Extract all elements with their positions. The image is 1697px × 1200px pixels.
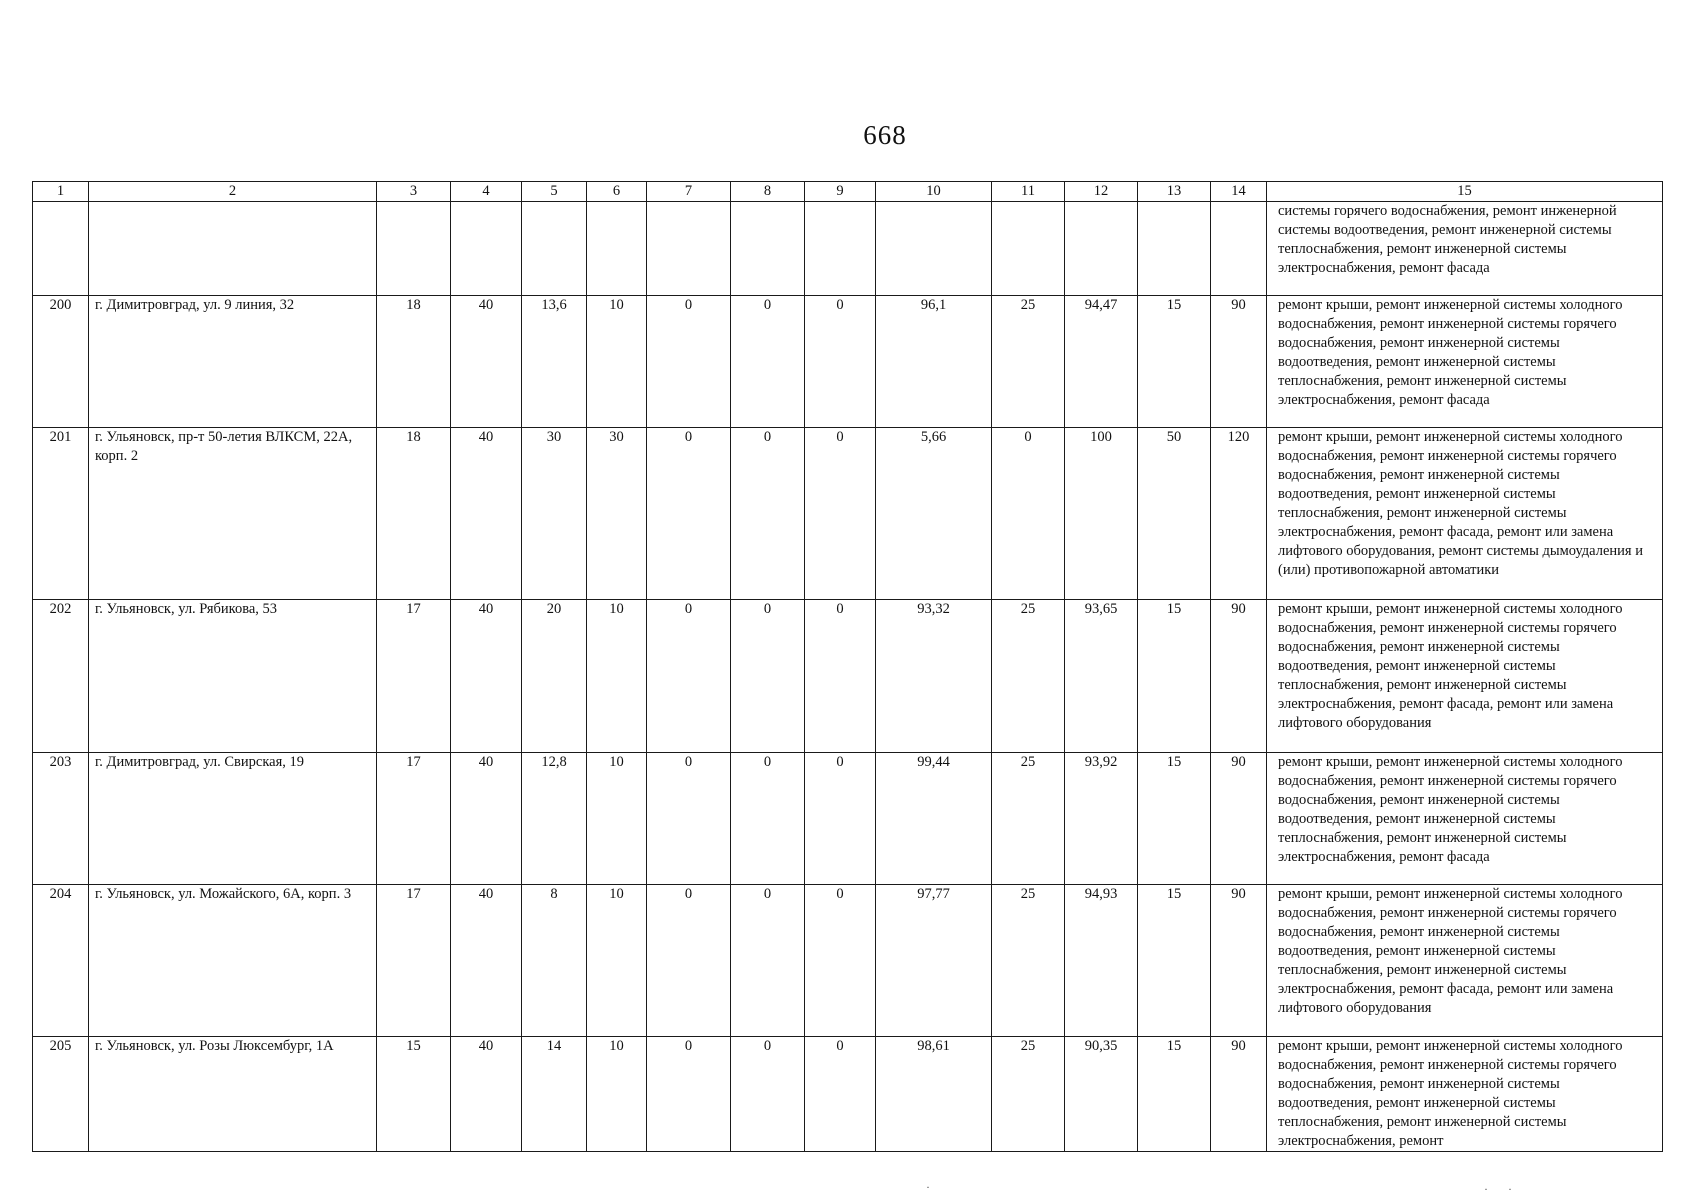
address-cell: г. Ульяновск, ул. Рябикова, 53 — [89, 600, 377, 753]
value-cell: 40 — [451, 600, 522, 753]
row-number: 202 — [33, 600, 89, 753]
table-row — [33, 1037, 1663, 1152]
scan-speck: · — [1508, 1182, 1512, 1196]
header-cell: 4 — [451, 182, 522, 202]
header-cell: 12 — [1065, 182, 1138, 202]
scan-speck: · — [1484, 1182, 1488, 1196]
value-cell: 40 — [451, 428, 522, 600]
value-cell: 50 — [1138, 428, 1211, 600]
header-cell: 8 — [731, 182, 805, 202]
row-number: 203 — [33, 753, 89, 885]
value-cell: 5,66 — [876, 428, 992, 600]
header-cell: 14 — [1211, 182, 1267, 202]
value-cell: 40 — [451, 753, 522, 885]
value-cell: 90 — [1211, 1037, 1267, 1152]
value-cell: 0 — [731, 753, 805, 885]
value-cell: 90 — [1211, 885, 1267, 1037]
value-cell: 0 — [647, 1037, 731, 1152]
value-cell: 40 — [451, 885, 522, 1037]
value-cell: 25 — [992, 296, 1065, 428]
table-row — [33, 753, 1663, 885]
value-cell: 0 — [731, 885, 805, 1037]
value-cell: 15 — [1138, 753, 1211, 885]
value-cell: 17 — [377, 753, 451, 885]
value-cell: 25 — [992, 1037, 1065, 1152]
header-cell: 9 — [805, 182, 876, 202]
row-number: 200 — [33, 296, 89, 428]
value-cell: 93,92 — [1065, 753, 1138, 885]
works-cell: ремонт крыши, ремонт инженерной системы холодного водоснабжения, ремонт инженерной системы горячего водоснабжения, ремонт инженерной системы водоотведения, ремонт инженерной системы теплоснабжения, ремонт инженерной системы электроснабжения, ремонт фасада — [1267, 296, 1663, 428]
value-cell: 0 — [805, 753, 876, 885]
continuation-row — [33, 202, 1663, 296]
value-cell: 120 — [1211, 428, 1267, 600]
value-cell: 10 — [587, 885, 647, 1037]
value-cell: 40 — [451, 296, 522, 428]
row-number: 205 — [33, 1037, 89, 1152]
value-cell: 90 — [1211, 296, 1267, 428]
table-row — [33, 296, 1663, 428]
value-cell: 15 — [1138, 1037, 1211, 1152]
value-cell: 93,32 — [876, 600, 992, 753]
works-cell: ремонт крыши, ремонт инженерной системы холодного водоснабжения, ремонт инженерной системы горячего водоснабжения, ремонт инженерной системы водоотведения, ремонт инженерной системы теплоснабжения, ремонт инженерной системы электроснабжения, ремонт фасада, ремонт или замена лифтового оборудования — [1267, 600, 1663, 753]
repair-table — [32, 181, 1663, 1152]
value-cell: 8 — [522, 885, 587, 1037]
value-cell: 25 — [992, 600, 1065, 753]
value-cell: 15 — [1138, 296, 1211, 428]
value-cell: 96,1 — [876, 296, 992, 428]
value-cell: 30 — [522, 428, 587, 600]
value-cell: 0 — [731, 600, 805, 753]
header-cell: 6 — [587, 182, 647, 202]
address-cell: г. Ульяновск, ул. Можайского, 6А, корп. 3 — [89, 885, 377, 1037]
value-cell: 0 — [647, 428, 731, 600]
value-cell: 0 — [805, 1037, 876, 1152]
header-cell: 10 — [876, 182, 992, 202]
address-cell: г. Ульяновск, пр-т 50-летия ВЛКСМ, 22А, корп. 2 — [89, 428, 377, 600]
value-cell: 18 — [377, 428, 451, 600]
scan-speck: · — [926, 1180, 930, 1194]
row-number: 204 — [33, 885, 89, 1037]
value-cell: 10 — [587, 296, 647, 428]
value-cell: 90,35 — [1065, 1037, 1138, 1152]
value-cell: 25 — [992, 753, 1065, 885]
value-cell: 0 — [805, 600, 876, 753]
value-cell: 15 — [1138, 600, 1211, 753]
value-cell: 93,65 — [1065, 600, 1138, 753]
value-cell: 97,77 — [876, 885, 992, 1037]
value-cell: 14 — [522, 1037, 587, 1152]
value-cell: 0 — [647, 296, 731, 428]
value-cell: 90 — [1211, 753, 1267, 885]
value-cell: 94,47 — [1065, 296, 1138, 428]
value-cell: 90 — [1211, 600, 1267, 753]
value-cell: 17 — [377, 600, 451, 753]
value-cell: 99,44 — [876, 753, 992, 885]
value-cell: 0 — [647, 600, 731, 753]
value-cell: 17 — [377, 885, 451, 1037]
page-number: 668 — [863, 120, 907, 150]
table-row — [33, 600, 1663, 753]
works-cell: ремонт крыши, ремонт инженерной системы холодного водоснабжения, ремонт инженерной системы горячего водоснабжения, ремонт инженерной системы водоотведения, ремонт инженерной системы теплоснабжения, ремонт инженерной системы электроснабжения, ремонт фасада — [1267, 753, 1663, 885]
row-number: 201 — [33, 428, 89, 600]
value-cell: 0 — [731, 296, 805, 428]
table-row — [33, 885, 1663, 1037]
value-cell: 10 — [587, 753, 647, 885]
works-cell: системы горячего водоснабжения, ремонт инженерной системы водоотведения, ремонт инженерной системы теплоснабжения, ремонт инженерной системы электроснабжения, ремонт фасада — [1267, 202, 1663, 296]
header-cell: 7 — [647, 182, 731, 202]
value-cell: 30 — [587, 428, 647, 600]
value-cell: 0 — [805, 885, 876, 1037]
value-cell: 0 — [647, 885, 731, 1037]
value-cell: 98,61 — [876, 1037, 992, 1152]
table-row — [33, 428, 1663, 600]
value-cell: 12,8 — [522, 753, 587, 885]
value-cell: 100 — [1065, 428, 1138, 600]
value-cell: 20 — [522, 600, 587, 753]
address-cell: г. Димитровград, ул. Свирская, 19 — [89, 753, 377, 885]
value-cell: 40 — [451, 1037, 522, 1152]
header-cell: 3 — [377, 182, 451, 202]
value-cell: 94,93 — [1065, 885, 1138, 1037]
works-cell: ремонт крыши, ремонт инженерной системы холодного водоснабжения, ремонт инженерной системы горячего водоснабжения, ремонт инженерной системы водоотведения, ремонт инженерной системы теплоснабжения, ремонт инженерной системы электроснабжения, ремонт фасада, ремонт или замена лифтового оборудования, ремонт системы дымоудаления и (или) противопожарной автоматики — [1267, 428, 1663, 600]
value-cell: 0 — [731, 428, 805, 600]
value-cell: 10 — [587, 600, 647, 753]
value-cell: 15 — [1138, 885, 1211, 1037]
header-cell: 2 — [89, 182, 377, 202]
header-cell: 11 — [992, 182, 1065, 202]
header-cell: 13 — [1138, 182, 1211, 202]
value-cell: 0 — [805, 428, 876, 600]
value-cell: 15 — [377, 1037, 451, 1152]
value-cell: 0 — [805, 296, 876, 428]
header-cell: 15 — [1267, 182, 1663, 202]
value-cell: 18 — [377, 296, 451, 428]
address-cell: г. Димитровград, ул. 9 линия, 32 — [89, 296, 377, 428]
value-cell: 10 — [587, 1037, 647, 1152]
value-cell: 25 — [992, 885, 1065, 1037]
value-cell: 0 — [647, 753, 731, 885]
works-cell: ремонт крыши, ремонт инженерной системы холодного водоснабжения, ремонт инженерной системы горячего водоснабжения, ремонт инженерной системы водоотведения, ремонт инженерной системы теплоснабжения, ремонт инженерной системы электроснабжения, ремонт — [1267, 1037, 1663, 1152]
address-cell: г. Ульяновск, ул. Розы Люксембург, 1А — [89, 1037, 377, 1152]
value-cell: 13,6 — [522, 296, 587, 428]
value-cell: 0 — [731, 1037, 805, 1152]
works-cell: ремонт крыши, ремонт инженерной системы холодного водоснабжения, ремонт инженерной системы горячего водоснабжения, ремонт инженерной системы водоотведения, ремонт инженерной системы теплоснабжения, ремонт инженерной системы электроснабжения, ремонт фасада, ремонт или замена лифтового оборудования — [1267, 885, 1663, 1037]
header-cell: 1 — [33, 182, 89, 202]
value-cell: 0 — [992, 428, 1065, 600]
header-cell: 5 — [522, 182, 587, 202]
header-row — [33, 182, 1663, 202]
